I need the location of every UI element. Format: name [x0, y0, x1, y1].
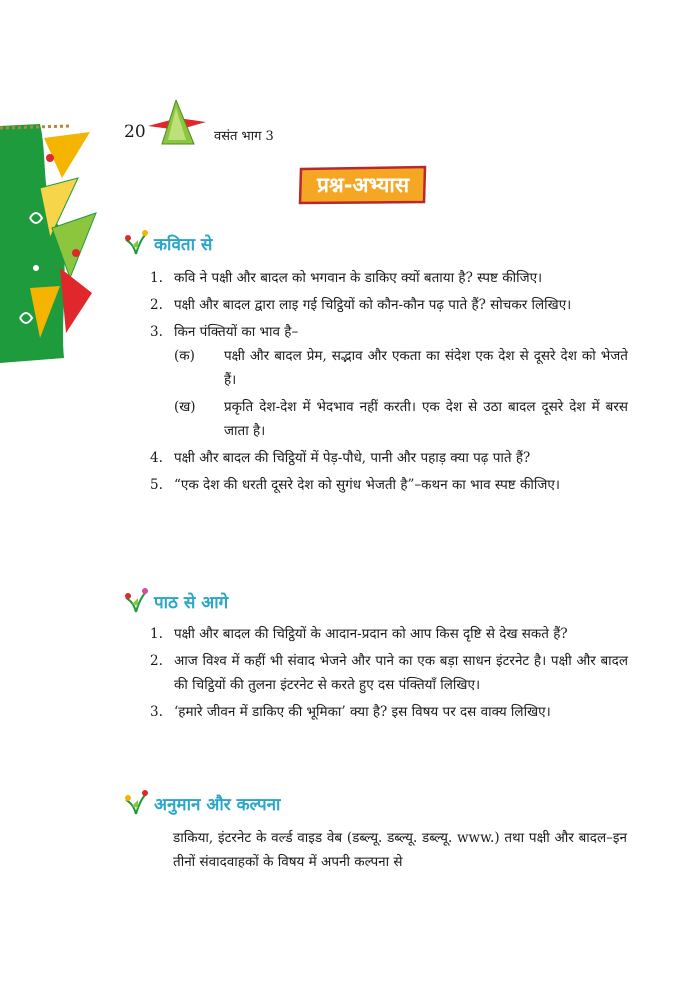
section-title: कविता से	[154, 235, 213, 255]
list-item	[150, 446, 628, 470]
list-item	[150, 293, 628, 317]
item-number: 5.	[150, 477, 163, 493]
question-list-kavita-se	[150, 266, 628, 500]
sub-item-text: प्रकृति देश-देश में भेदभाव नहीं करती। एक देश से उठा बादल दूसरे देश में बरस जाता है।	[224, 399, 628, 439]
banner-title: प्रश्न-अभ्यास	[316, 173, 410, 197]
item-text: किन पंक्तियों का भाव है–	[174, 324, 299, 340]
list-item	[150, 700, 628, 724]
star-arrow-icon	[148, 100, 206, 152]
list-item	[150, 266, 628, 290]
item-number: 1.	[150, 270, 163, 286]
flower-bullet-icon	[122, 788, 150, 816]
section-paragraph: डाकिया, इंटरनेट के वर्ल्ड वाइड वेब (डब्ल्यू. डब्ल्यू. डब्ल्यू. www.) तथा पक्षी और बादल–इन तीनों संवादवाहकों के विषय में अपनी कल्पना से	[173, 830, 627, 870]
section-title: पाठ से आगे	[154, 593, 229, 613]
sub-item-number: (ख)	[174, 399, 196, 415]
question-list-path-se-aage	[150, 622, 628, 727]
item-number: 4.	[150, 450, 163, 466]
item-number: 3.	[150, 704, 163, 720]
flower-bullet-icon	[122, 228, 150, 256]
section-title: अनुमान और कल्पना	[154, 795, 281, 815]
section-banner	[298, 165, 428, 205]
list-item	[150, 649, 628, 697]
item-number: 3.	[150, 324, 163, 340]
sub-list	[174, 344, 628, 443]
sub-item-number: (क)	[174, 348, 195, 364]
flower-bullet-icon	[122, 586, 150, 614]
decorative-border-art	[0, 118, 100, 368]
item-text: पक्षी और बादल की चिट्ठियों में पेड़-पौधे, पानी और पहाड़ क्या पढ़ पाते हैं?	[174, 450, 531, 466]
item-text: आज विश्व में कहीं भी संवाद भेजने और पाने का एक बड़ा साधन इंटरनेट है। पक्षी और बादल की चिट्ठियों की तुलना इंटरनेट से करते हुए दस पंक्तियाँ लिखिए।	[174, 653, 628, 693]
book-title: वसंत भाग 3	[214, 129, 274, 144]
list-item	[150, 473, 628, 497]
item-number: 1.	[150, 626, 163, 642]
sub-list-item	[174, 395, 628, 443]
page-number: 20	[124, 122, 146, 142]
sub-list-item	[174, 344, 628, 392]
item-text: पक्षी और बादल की चिट्ठियों के आदान-प्रदान को आप किस दृष्टि से देख सकते हैं?	[174, 626, 568, 642]
item-number: 2.	[150, 297, 163, 313]
item-text: कवि ने पक्षी और बादल को भगवान के डाकिए क्यों बताया है? स्पष्ट कीजिए।	[174, 270, 543, 286]
item-number: 2.	[150, 653, 163, 669]
list-item	[150, 622, 628, 646]
item-text: पक्षी और बादल द्वारा लाइ गई चिट्ठियों को कौन-कौन पढ़ पाते हैं? सोचकर लिखिए।	[174, 297, 572, 313]
sub-item-text: पक्षी और बादल प्रेम, सद्भाव और एकता का संदेश एक देश से दूसरे देश को भेजते हैं।	[224, 348, 628, 388]
item-text: “एक देश की धरती दूसरे देश को सुगंध भेजती है”–कथन का भाव स्पष्ट कीजिए।	[174, 477, 560, 493]
list-item	[150, 320, 628, 443]
item-text: ‘हमारे जीवन में डाकिए की भूमिका’ क्या है? इस विषय पर दस वाक्य लिखिए।	[174, 704, 551, 720]
